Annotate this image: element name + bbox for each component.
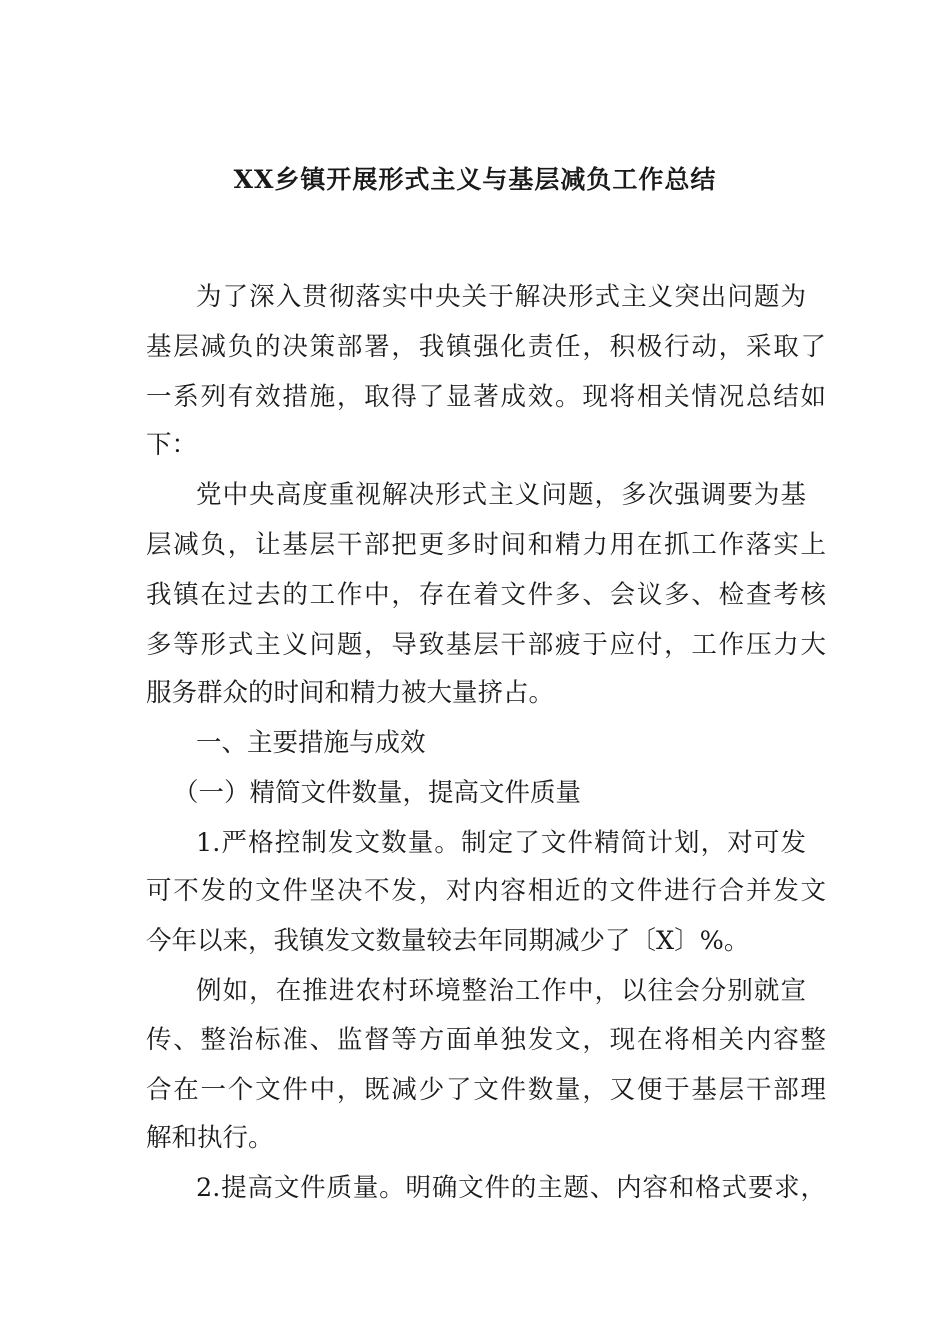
paragraph-line: 1.严格控制发文数量。制定了文件精简计划，对可发 — [196, 828, 806, 858]
paragraph-line: 党中央高度重视解决形式主义问题，多次强调要为基 — [196, 480, 806, 510]
paragraph-line: 传、整治标准、监督等方面单独发文，现在将相关内容整 — [146, 1025, 826, 1055]
subsection-heading: （一）精简文件数量，提高文件质量 — [173, 778, 582, 808]
paragraph-line: 我镇在过去的工作中，存在着文件多、会议多、检查考核 — [146, 580, 826, 610]
paragraph-line: 今年以来，我镇发文数量较去年同期减少了〔X〕%。 — [146, 926, 750, 956]
paragraph-line: 2.提高文件质量。明确文件的主题、内容和格式要求， — [196, 1173, 826, 1203]
paragraph-line: 为了深入贯彻落实中央关于解决形式主义突出问题为 — [196, 282, 806, 312]
document-title: XX乡镇开展形式主义与基层减负工作总结 — [233, 165, 717, 194]
paragraph-line: 合在一个文件中，既减少了文件数量，又便于基层干部理 — [146, 1075, 826, 1105]
paragraph-line: 基层减负的决策部署，我镇强化责任，积极行动，采取了 — [146, 332, 826, 362]
paragraph-line: 下： — [146, 430, 198, 460]
paragraph-line: 例如，在推进农村环境整治工作中，以往会分别就宣 — [196, 976, 806, 1006]
paragraph-line: 层减负，让基层干部把更多时间和精力用在抓工作落实上 — [146, 530, 826, 560]
paragraph-line: 多等形式主义问题，导致基层干部疲于应付，工作压力大 — [146, 630, 826, 660]
section-heading: 一、主要措施与成效 — [196, 728, 426, 758]
paragraph-line: 解和执行。 — [146, 1123, 274, 1153]
paragraph-line: 可不发的文件坚决不发，对内容相近的文件进行合并发文 — [146, 876, 826, 906]
paragraph-line: 服务群众的时间和精力被大量挤占。 — [146, 678, 555, 708]
paragraph-line: 一系列有效措施，取得了显著成效。现将相关情况总结如 — [146, 382, 826, 412]
